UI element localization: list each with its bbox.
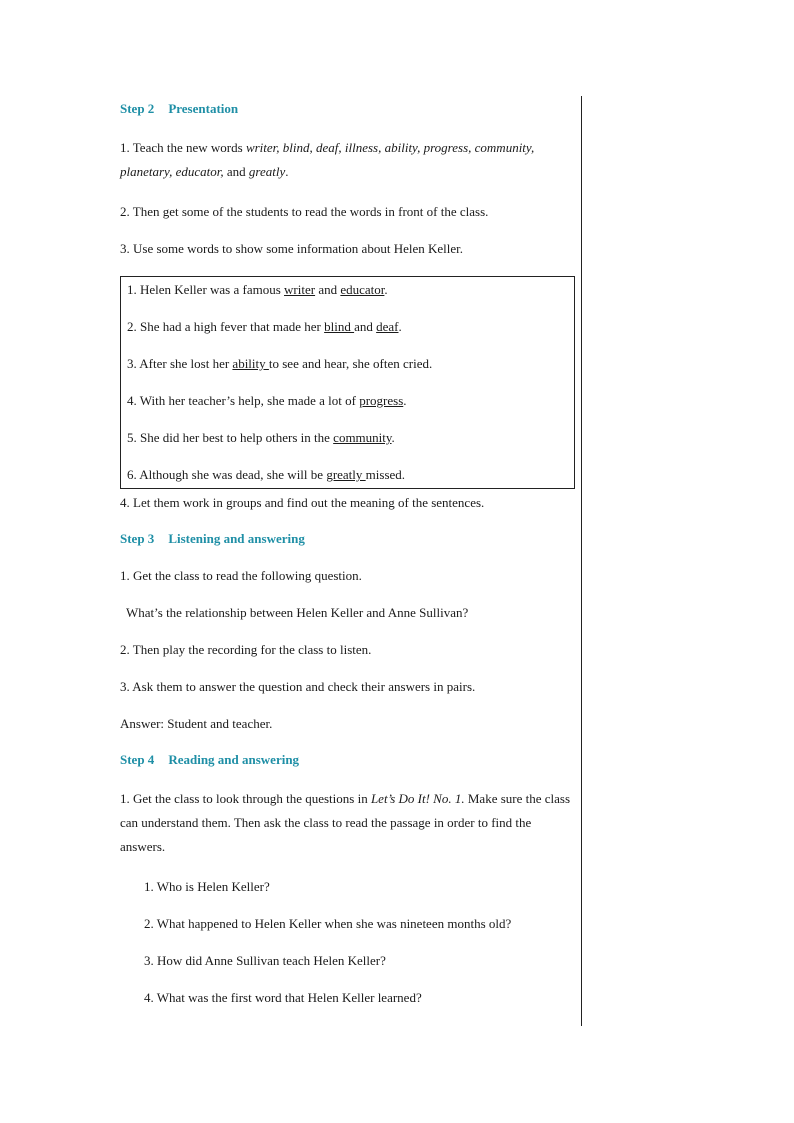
- step3-answer: Answer: Student and teacher.: [120, 716, 273, 731]
- step4-question-1: 1. Who is Helen Keller?: [144, 879, 270, 894]
- step3-item2: 2. Then play the recording for the class to listen.: [120, 642, 372, 657]
- margin-rule: [581, 96, 582, 1026]
- step4-question-2: 2. What happened to Helen Keller when she was nineteen months old?: [144, 916, 512, 931]
- example-sentences-box: [120, 276, 575, 489]
- step3-item3: 3. Ask them to answer the question and check their answers in pairs.: [120, 679, 476, 694]
- step2-item3: 3. Use some words to show some information about Helen Keller.: [120, 241, 463, 256]
- step4-question-3: 3. How did Anne Sullivan teach Helen Keller?: [144, 953, 386, 968]
- step3-heading: [120, 530, 578, 547]
- box-sentence-4: 4. With her teacher’s help, she made a lot of progress.: [127, 393, 407, 408]
- step2-item2: 2. Then get some of the students to read the words in front of the class.: [120, 204, 489, 219]
- vocab-words: writer, blind, deaf, illness, ability, progress, community, planetary, educator,: [120, 140, 535, 179]
- step3-question: What’s the relationship between Helen Keller and Anne Sullivan?: [126, 605, 469, 620]
- textbook-reference: Let’s Do It! No. 1.: [370, 791, 465, 806]
- step4-heading: [120, 751, 578, 768]
- step2-heading: [120, 100, 578, 117]
- step3-title: Listening and answering: [168, 531, 305, 546]
- box-sentence-6: 6. Although she was dead, she will be greatly missed.: [127, 467, 406, 482]
- step3-label: Step 3: [120, 531, 155, 546]
- box-sentence-5: 5. She did her best to help others in the community.: [127, 430, 395, 445]
- step4-question-4: 4. What was the first word that Helen Keller learned?: [144, 990, 422, 1005]
- box-sentence-2: 2. She had a high fever that made her blind and deaf.: [127, 319, 402, 334]
- box-sentence-1: 1. Helen Keller was a famous writer and educator.: [127, 282, 388, 297]
- step4-item1: 1. Get the class to look through the questions in Let’s Do It! No. 1. Make sure the class can understand them. Then ask the class to read the passage in order to find the answers.: [120, 791, 571, 854]
- step2-label: Step 2: [120, 101, 155, 116]
- step3-item1: 1. Get the class to read the following question.: [120, 568, 362, 583]
- step4-title: Reading and answering: [168, 752, 300, 767]
- step4-label: Step 4: [120, 752, 155, 767]
- step2-item4: 4. Let them work in groups and find out the meaning of the sentences.: [120, 495, 485, 510]
- step2-item1: 1. Teach the new words writer, blind, deaf, illness, ability, progress, community, planetary, educator, and greatly.: [120, 140, 535, 179]
- box-sentence-3: 3. After she lost her ability to see and hear, she often cried.: [127, 356, 433, 371]
- lesson-content: [120, 100, 578, 1025]
- step2-title: Presentation: [168, 101, 239, 116]
